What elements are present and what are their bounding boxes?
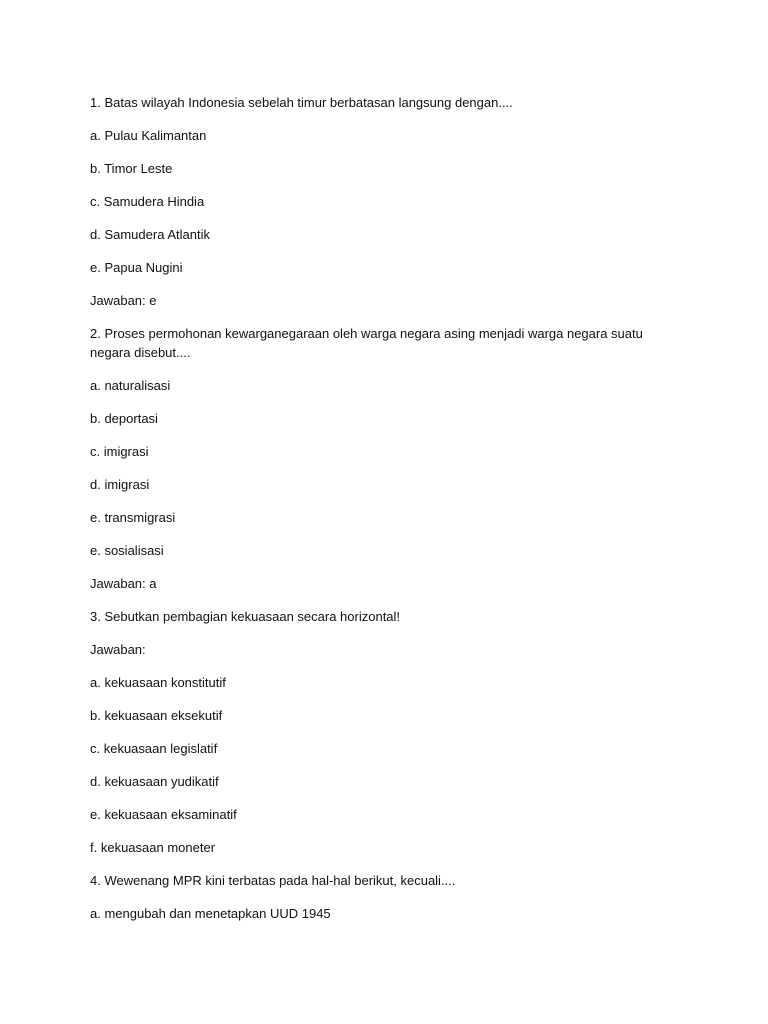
question-2-option-a: a. naturalisasi <box>90 378 171 393</box>
question-4-text: 4. Wewenang MPR kini terbatas pada hal-hal berikut, kecuali.... <box>90 873 456 888</box>
question-3-answer-b: b. kekuasaan eksekutif <box>90 708 223 723</box>
question-4-option-a: a. mengubah dan menetapkan UUD 1945 <box>90 906 331 921</box>
question-2-text: 2. Proses permohonan kewarganegaraan oleh warga negara asing menjadi warga negara suatu negara disebut.... <box>90 326 643 360</box>
question-3-answer-d: d. kekuasaan yudikatif <box>90 774 219 789</box>
question-1-option-c: c. Samudera Hindia <box>90 194 205 209</box>
question-3-answer-c: c. kekuasaan legislatif <box>90 741 218 756</box>
question-1-option-e: e. Papua Nugini <box>90 260 183 275</box>
question-2-option-d: d. imigrasi <box>90 477 150 492</box>
question-3-text: 3. Sebutkan pembagian kekuasaan secara horizontal! <box>90 609 401 624</box>
question-3-answer-a: a. kekuasaan konstitutif <box>90 675 226 690</box>
question-3-answer-label: Jawaban: <box>90 642 146 657</box>
question-2-option-c: c. imigrasi <box>90 444 149 459</box>
question-2-option-e-extra: e. sosialisasi <box>90 543 164 558</box>
question-1-option-b: b. Timor Leste <box>90 161 173 176</box>
question-1-text: 1. Batas wilayah Indonesia sebelah timur berbatasan langsung dengan.... <box>90 95 513 110</box>
document-body <box>90 93 680 937</box>
question-3-answer-f: f. kekuasaan moneter <box>90 840 216 855</box>
question-2-answer: Jawaban: a <box>90 576 157 591</box>
question-2-option-b: b. deportasi <box>90 411 158 426</box>
question-1-option-d: d. Samudera Atlantik <box>90 227 210 242</box>
question-1-option-a: a. Pulau Kalimantan <box>90 128 207 143</box>
question-3-answer-e: e. kekuasaan eksaminatif <box>90 807 237 822</box>
question-1-answer: Jawaban: e <box>90 293 157 308</box>
question-2-option-e: e. transmigrasi <box>90 510 176 525</box>
